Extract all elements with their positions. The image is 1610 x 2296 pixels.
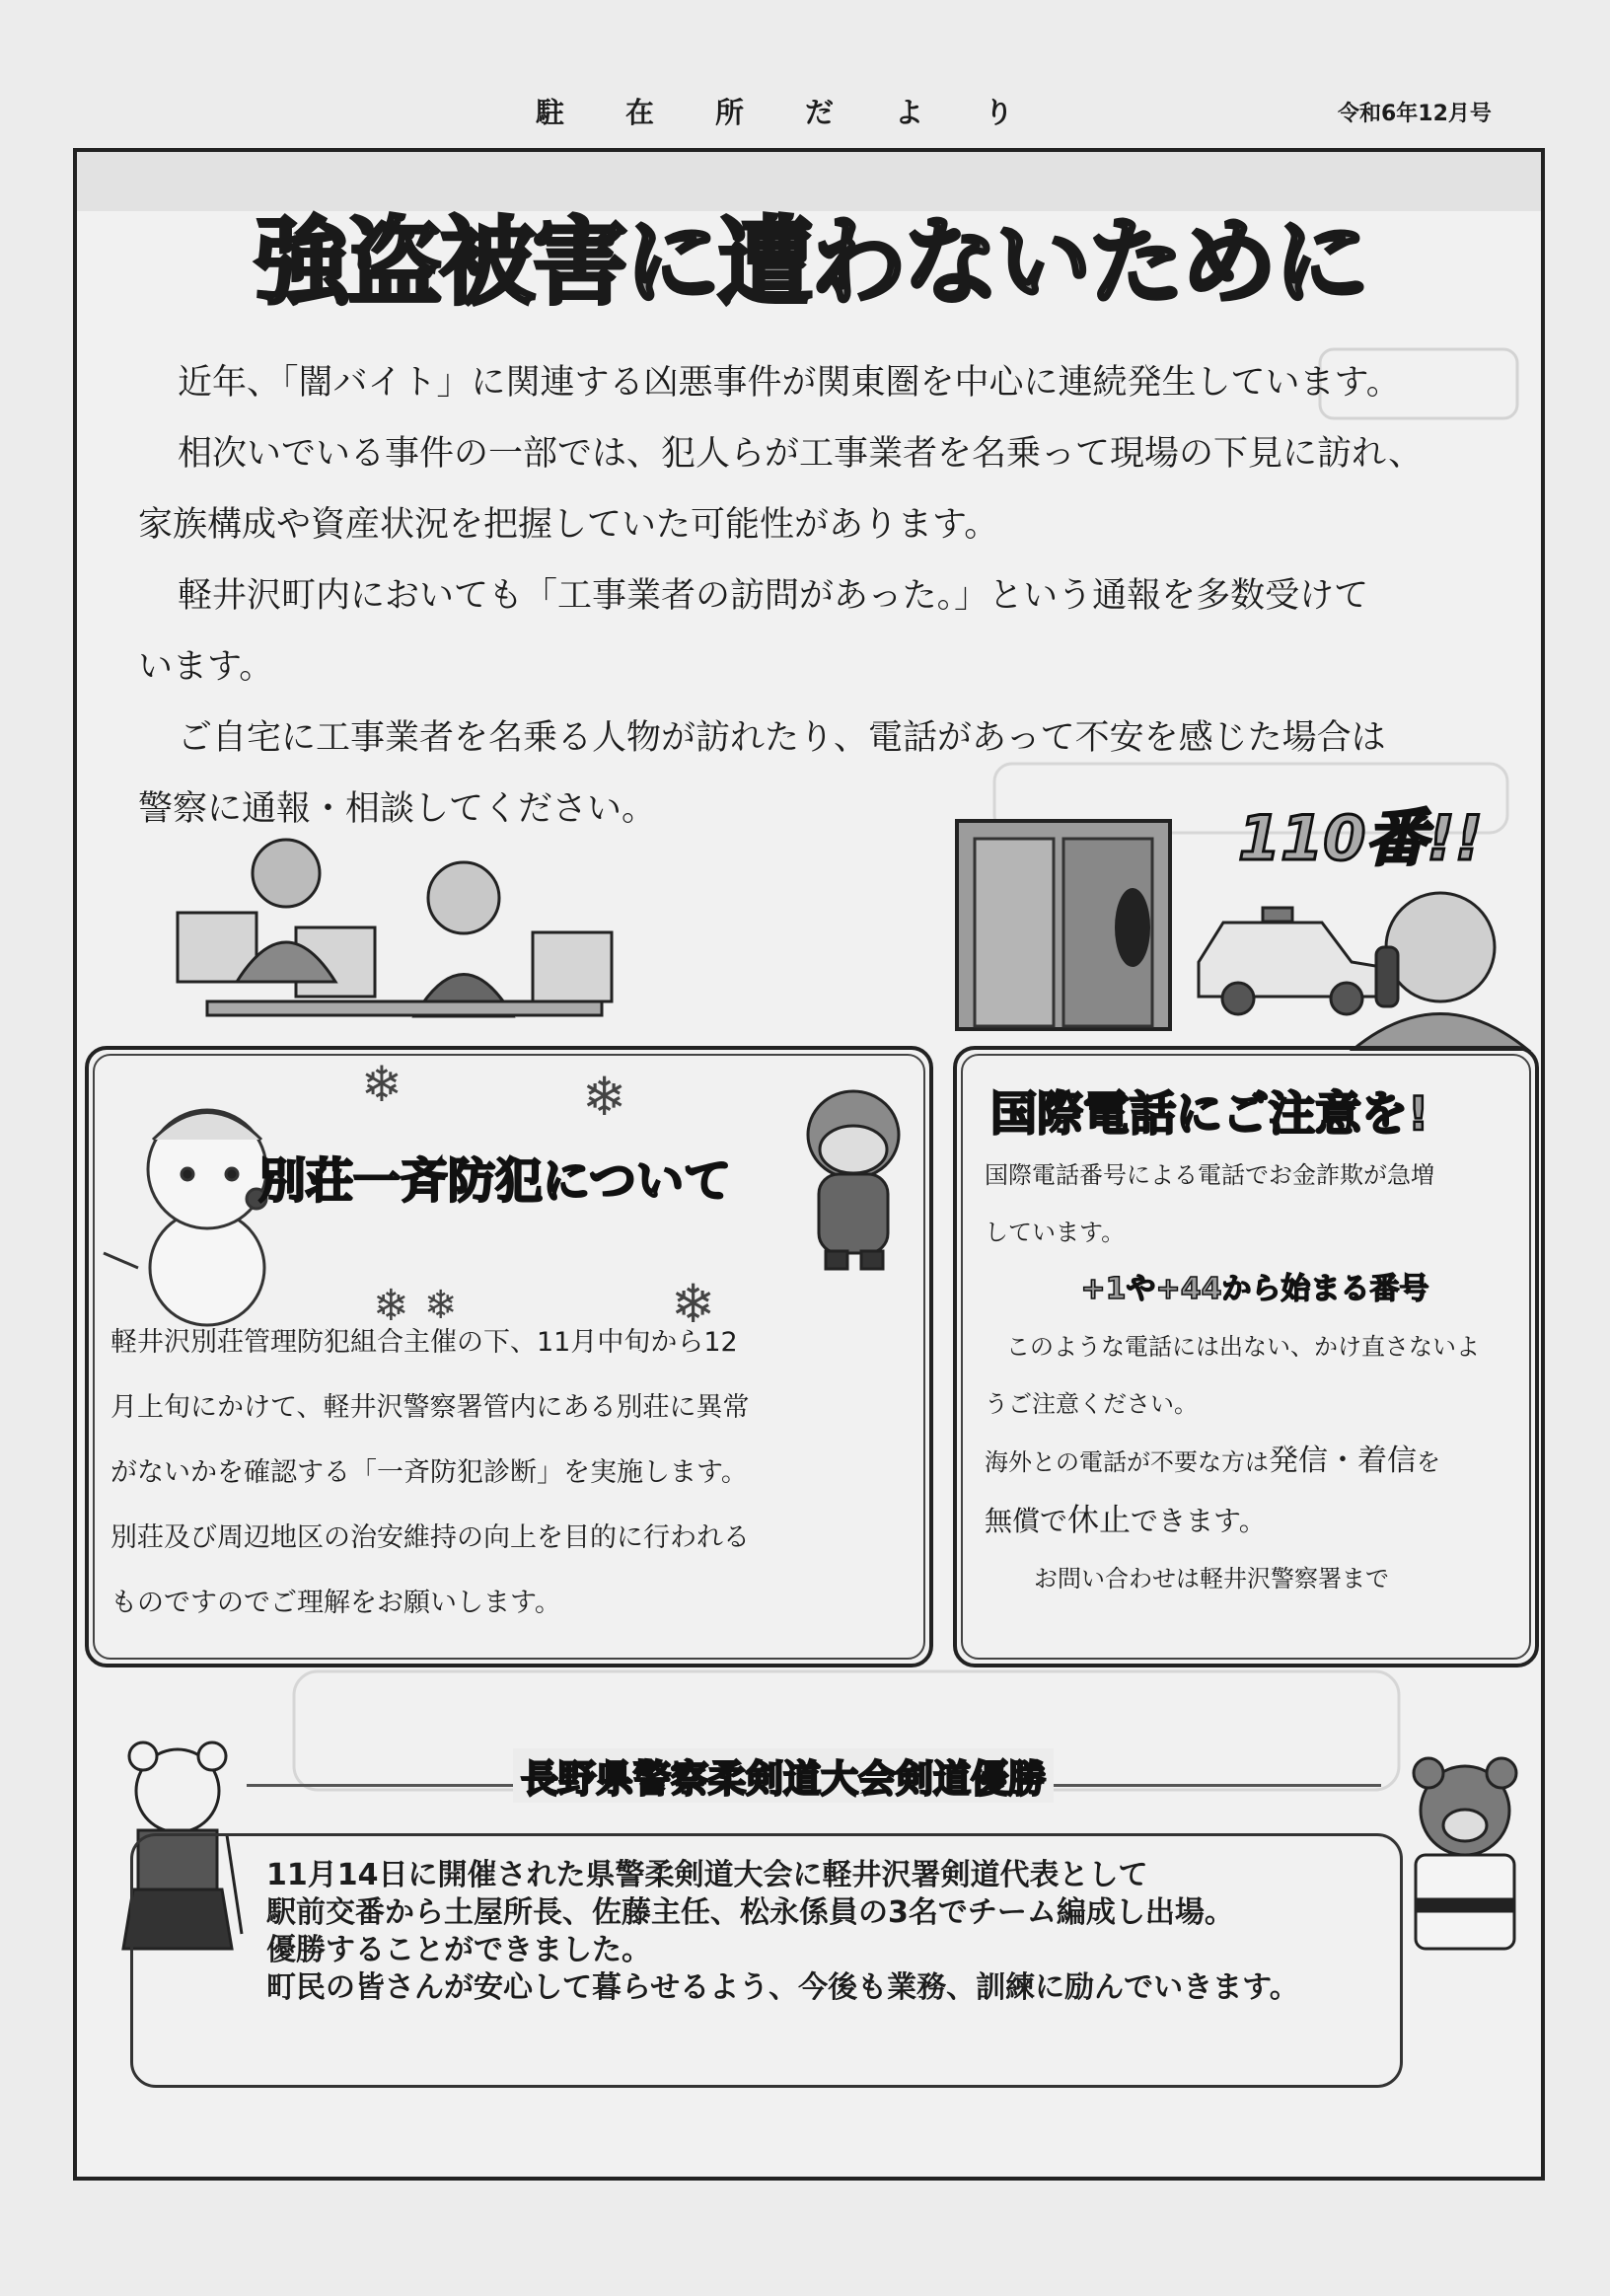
villa-line: 別荘及び周辺地区の治安維持の向上を目的に行われる	[110, 1522, 750, 1553]
intro-p2a: 相次いでいる事件の一部では、犯人らが工事業者を名乗って現場の下見に訪れ、	[178, 434, 1424, 474]
intro-text	[138, 347, 1519, 845]
snowflake-icon: ❄	[582, 1066, 627, 1128]
door-illustration	[955, 819, 1172, 1031]
villa-line: 軽井沢別荘管理防犯組合主催の下、11月中旬から12	[110, 1327, 738, 1358]
intl-line	[985, 1433, 1525, 1491]
snowflake-icon: ❄	[361, 1056, 402, 1113]
villa-line: ものですのでご理解をお願いします。	[110, 1588, 561, 1618]
main-title: 強盗被害に遭わないために	[255, 207, 1367, 318]
kendo-line: 町民の皆さんが安心して暮らせるよう、今後も業務、訓練に励んでいきます。	[266, 1970, 1299, 2005]
intl-line: 国際電話番号による電話でお金詐欺が急増	[985, 1161, 1434, 1189]
police-car-phone-illustration	[1194, 868, 1534, 1051]
intl-contact: お問い合わせは軽井沢警察署まで	[1034, 1565, 1389, 1592]
judo-bear-illustration	[1391, 1751, 1539, 1959]
intl-title: 国際電話にご注意を!	[990, 1087, 1429, 1142]
intro-p1: 近年、「闇バイト」に関連する凶悪事件が関東圏を中心に連続発生しています。	[178, 363, 1401, 403]
snowflake-icon: ❄	[373, 1281, 409, 1331]
intl-suspend: 休止	[1067, 1501, 1132, 1538]
villa-line: がないかを確認する「一斉防犯診断」を実施します。	[110, 1457, 748, 1488]
kendo-line: 優勝することができました。	[266, 1933, 651, 1967]
intro-p3b: います。	[138, 647, 274, 687]
issue-date: 令和6年12月号	[1338, 102, 1492, 126]
call-110-label: 110番!!	[1238, 802, 1483, 874]
intl-line5-part: 海外との電話が不要な方は	[985, 1448, 1269, 1476]
intl-line6-part: 無償で	[985, 1505, 1068, 1537]
kendo-text	[266, 1857, 1401, 2007]
intro-p3a: 軽井沢町内においても「工事業者の訪問があった。」という通報を多数受けて	[178, 576, 1369, 616]
intl-line5-end: を	[1417, 1448, 1440, 1476]
intl-line: うご注意ください。	[985, 1390, 1198, 1418]
intro-p4b: 警察に通報・相談してください。	[138, 789, 657, 829]
intro-p4a: ご自宅に工事業者を名乗る人物が訪れたり、電話があって不安を感じた場合は	[178, 718, 1386, 758]
police-mascot-illustration	[784, 1075, 922, 1273]
intl-line6-end: できます。	[1131, 1505, 1267, 1537]
intl-number-highlight: +1や+44から始まる番号	[1080, 1272, 1429, 1306]
office-workers-illustration	[168, 834, 622, 1041]
kendo-line: 駅前交番から土屋所長、佐藤主任、松永係員の3名でチーム編成し出場。	[266, 1895, 1234, 1930]
villa-text	[110, 1310, 919, 1636]
intl-line: しています。	[985, 1219, 1126, 1246]
intl-line	[985, 1491, 1525, 1550]
intl-text	[985, 1147, 1525, 1607]
kendo-line: 11月14日に開催された県警柔剣道大会に軽井沢署剣道代表として	[266, 1858, 1148, 1892]
snowflake-icon: ❄	[424, 1283, 458, 1328]
villa-line: 月上旬にかけて、軽井沢警察署管内にある別荘に異常	[110, 1392, 750, 1423]
intl-send-receive: 発信・着信	[1269, 1444, 1417, 1478]
intl-line: このような電話には出ない、かけ直さないよ	[1006, 1333, 1480, 1361]
villa-title: 別荘一斉防犯について	[258, 1153, 732, 1209]
intro-p2b: 家族構成や資産状況を把握していた可能性があります。	[138, 505, 999, 545]
newsletter-title: 駐在所だより	[535, 96, 1074, 129]
snowflake-icon: ❄	[671, 1273, 716, 1335]
kendo-title: 長野県警察柔剣道大会剣道優勝	[513, 1748, 1054, 1803]
